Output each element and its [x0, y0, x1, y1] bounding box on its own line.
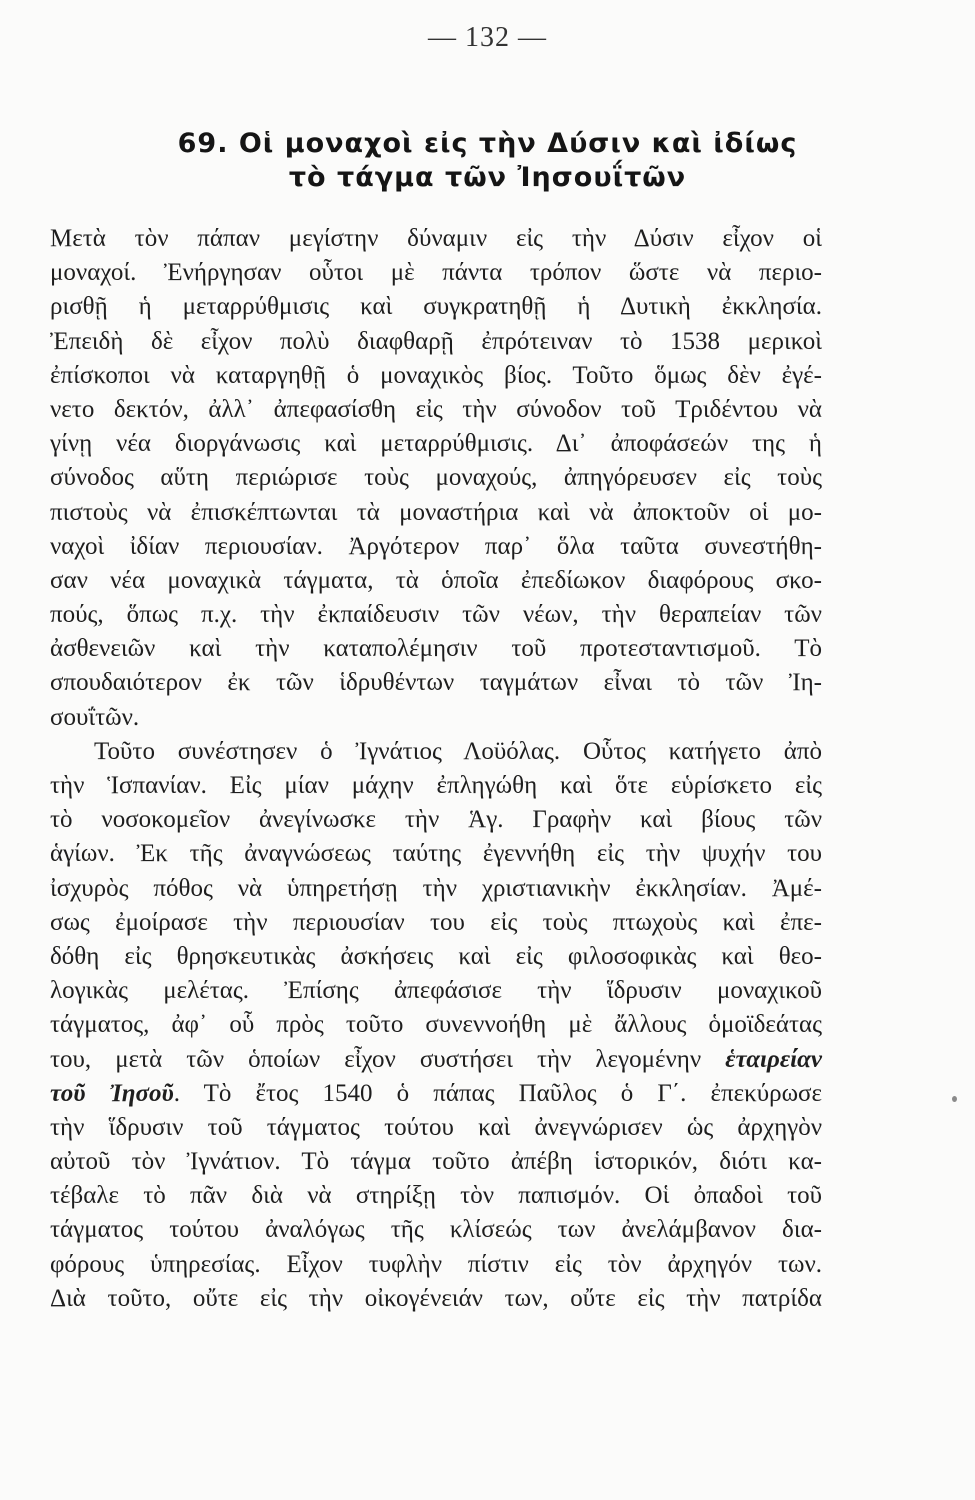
text-line: πιστοὺς νὰ ἐπισκέπτωνται τὰ μοναστήρια καὶ νὰ ἀποκτοῦν οἱ μο- — [50, 498, 822, 526]
page-number: — 132 — — [428, 22, 547, 53]
text-line: μοναχοί. Ἐνήργησαν οὗτοι μὲ πάντα τρόπον ὥστε νὰ περιο- — [50, 259, 822, 287]
text-line: φόρους ὑπηρεσίας. Εἶχον τυφλὴν πίστιν εἰς τὸν ἀρχηγόν των. — [50, 1250, 822, 1278]
text-line: τάγματος, ἀφ᾽ οὗ πρὸς τοῦτο συνεννοήθη μὲ ἄλλους ὁμοϊδεάτας — [50, 1011, 822, 1039]
text-line: πούς, ὅπως π.χ. τὴν ἐκπαίδευσιν τῶν νέων, τὴν θεραπείαν τῶν — [50, 601, 822, 629]
scan-speck — [952, 1096, 957, 1102]
text-line: τὴν Ἱσπανίαν. Εἰς μίαν μάχην ἐπληγώθη καὶ ὅτε εὑρίσκετο εἰς — [50, 772, 822, 799]
text-segment: του, μετὰ τῶν ὁποίων εἶχον συστήσει τὴν λεγομένην — [50, 1045, 702, 1073]
text-line: γίνῃ νέα διοργάνωσις καὶ μεταρρύθμισις. Δι᾽ ἀποφάσεών της ἡ — [50, 430, 822, 458]
text-line: Τοῦτο συνέστησεν ὁ Ἰγνάτιος Λοϋόλας. Οὗτος κατήγετο ἀπὸ — [94, 737, 822, 765]
emphasized-term: ἑταιρείαν — [725, 1045, 822, 1073]
text-segment: . Τὸ ἔτος 1540 ὁ πάπας Παῦλος ὁ Γ΄. ἐπεκύρωσε — [173, 1079, 822, 1107]
text-line: σουΐτῶν. — [50, 703, 140, 731]
text-line: τὸ νοσοκομεῖον ἀνεγίνωσκε τὴν Ἁγ. Γραφὴν καὶ βίους τῶν — [50, 806, 822, 834]
text-line: τὴν ἵδρυσιν τοῦ τάγματος τούτου καὶ ἀνεγνώρισεν ὡς ἀρχηγὸν — [50, 1113, 822, 1141]
text-line: λογικὰς μελέτας. Ἐπίσης ἀπεφάσισε τὴν ἵδρυσιν μοναχικοῦ — [50, 977, 822, 1005]
section-heading-line-2: τὸ τάγμα τῶν Ἰησουΐτῶν — [288, 162, 687, 193]
body-text — [50, 222, 822, 1316]
text-line: ἁγίων. Ἐκ τῆς ἀναγνώσεως ταύτης ἐγεννήθη εἰς τὴν ψυχήν του — [50, 840, 822, 868]
text-line: Μετὰ τὸν πάπαν μεγίστην δύναμιν εἰς τὴν Δύσιν εἶχον οἱ — [50, 225, 822, 252]
text-line: σως ἐμοίρασε τὴν περιουσίαν του εἰς τοὺς πτωχοὺς καὶ ἐπε- — [50, 908, 822, 936]
text-line: ἰσχυρὸς πόθος νὰ ὑπηρετήσῃ τὴν χριστιανικὴν ἐκκλησίαν. Ἀμέ- — [50, 874, 822, 902]
text-line: ναχοὶ ἰδίαν περιουσίαν. Ἀργότερον παρ᾽ ὅλα ταῦτα συνεστήθη- — [50, 532, 822, 560]
text-line: ἀσθενειῶν καὶ τὴν καταπολέμησιν τοῦ προτεσταντισμοῦ. Τὸ — [50, 635, 822, 663]
text-line: Διὰ τοῦτο, οὔτε εἰς τὴν οἰκογένειάν των, οὔτε εἰς τὴν πατρίδα — [50, 1284, 822, 1312]
text-line: ἐπίσκοποι νὰ καταργηθῇ ὁ μοναχικὸς βίος. Τοῦτο ὅμως δὲν ἐγέ- — [50, 361, 822, 389]
text-line: νετο δεκτόν, ἀλλ᾽ ἀπεφασίσθη εἰς τὴν σύνοδον τοῦ Τριδέντου νὰ — [50, 395, 822, 423]
text-line: σαν νέα μοναχικὰ τάγματα, τὰ ὁποῖα ἐπεδίωκον διαφόρους σκο- — [50, 566, 822, 594]
text-line — [50, 1043, 822, 1077]
emphasized-term: τοῦ Ἰησοῦ — [50, 1079, 174, 1107]
text-line: τάγματος τούτου ἀναλόγως τῆς κλίσεώς των ἀνελάμβανον δια- — [50, 1216, 822, 1244]
section-heading-line-1: 69. Οἱ μοναχοὶ εἰς τὴν Δύσιν καὶ ἰδίως — [177, 128, 798, 159]
text-line: ρισθῇ ἡ μεταρρύθμισις καὶ συγκρατηθῇ ἡ Δυτικὴ ἐκκλησία. — [50, 293, 822, 321]
text-line: δόθη εἰς θρησκευτικὰς ἀσκήσεις καὶ εἰς φιλοσοφικὰς καὶ θεο- — [50, 942, 822, 970]
text-line: Ἐπειδὴ δὲ εἶχον πολὺ διαφθαρῇ ἐπρότειναν τὸ 1538 μερικοὶ — [50, 327, 822, 355]
text-line — [50, 1077, 822, 1111]
text-line: τέβαλε τὸ πᾶν διὰ νὰ στηρίξῃ τὸν παπισμόν. Οἱ ὀπαδοὶ τοῦ — [50, 1182, 822, 1210]
text-line: αὐτοῦ τὸν Ἰγνάτιον. Τὸ τάγμα τοῦτο ἀπέβη ἱστορικόν, διότι κα- — [50, 1148, 822, 1176]
text-line: σπουδαιότερον ἐκ τῶν ἱδρυθέντων ταγμάτων εἶναι τὸ τῶν Ἰη- — [50, 669, 822, 697]
text-line: σύνοδος αὕτη περιώρισε τοὺς μοναχούς, ἀπηγόρευσεν εἰς τοὺς — [50, 464, 822, 492]
